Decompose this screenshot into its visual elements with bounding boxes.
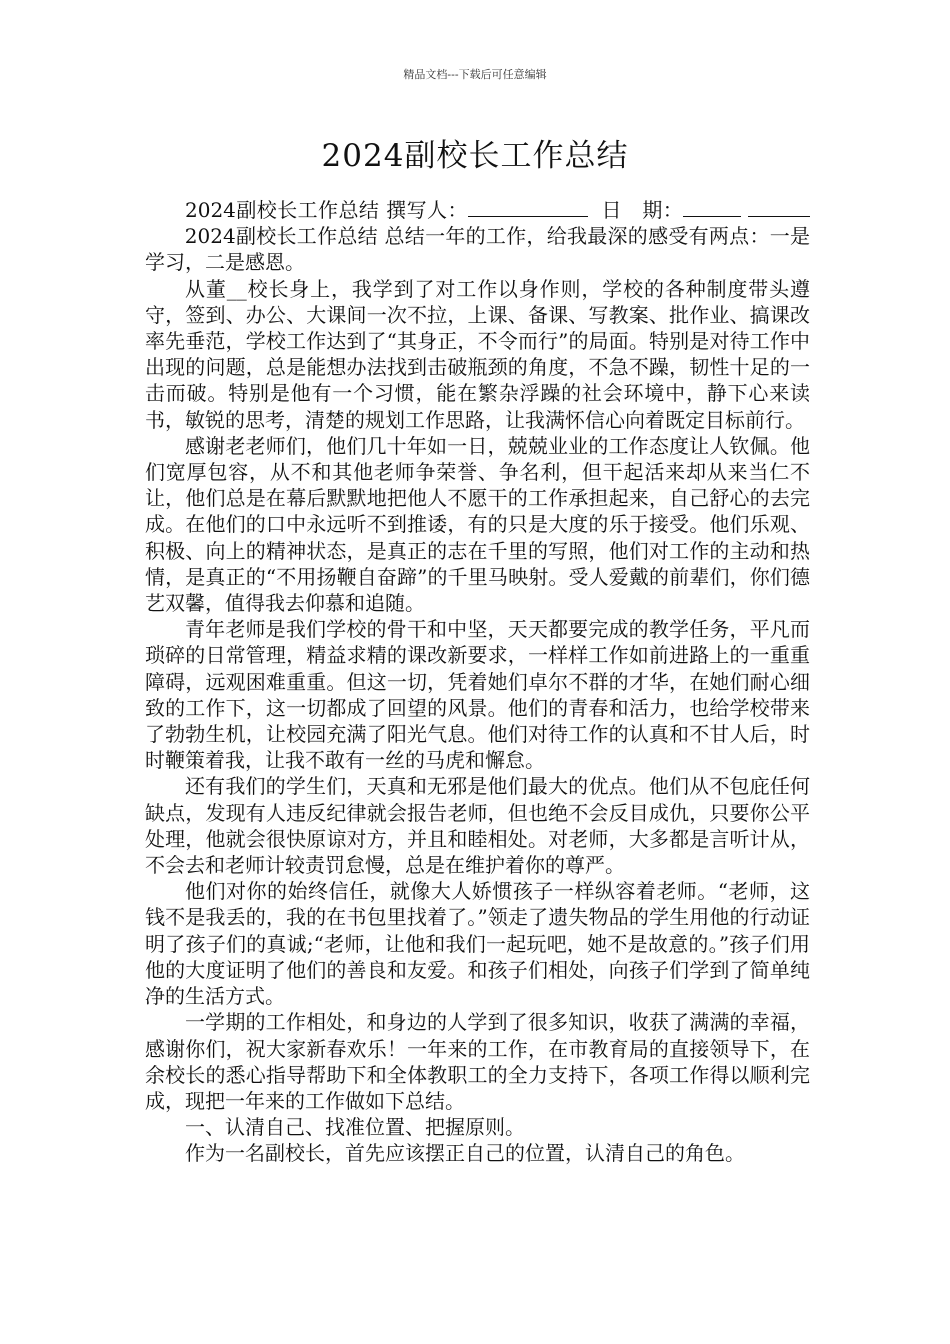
date-blank-continued xyxy=(748,198,810,217)
paragraph: 从董__校长身上，我学到了对工作以身作则，学校的各种制度带头遵守，签到、办公、大课间一次不拉，上课、备课、写教案、批作业、搞课改率先垂范，学校工作达到了“其身正，不令而行”的局面。特别是对待工作中出现的问题，总是能想办法找到击破瓶颈的角度，不急不躁，韧性十足的一击而破。特别是他有一个习惯，能在繁杂浮躁的社会环境中，静下心来读书，敏锐的思考，清楚的规划工作思路，让我满怀信心向着既定目标前行。 xyxy=(145,276,810,432)
document-body xyxy=(145,197,810,1167)
document-title: 2024副校长工作总结 xyxy=(321,138,629,174)
paragraph: 青年老师是我们学校的骨干和中坚，天天都要完成的教学任务，平凡而琐碎的日常管理，精益求精的课改新要求，一样样工作如前进路上的一重重障碍，远观困难重重。但这一切，凭着她们卓尔不群的才华，在她们耐心细致的工作下，这一切都成了回望的风景。他们的青春和活力，也给学校带来了勃勃生机，让校园充满了阳光气息。他们对待工作的认真和不甘人后，时时鞭策着我，让我不敢有一丝的马虎和懈怠。 xyxy=(145,617,810,773)
meta-doc-name: 2024副校长工作总结 xyxy=(185,198,380,222)
date-label: 日 期： xyxy=(601,198,684,222)
paragraph: 感谢老老师们，他们几十年如一日，兢兢业业的工作态度让人钦佩。他们宽厚包容，从不和其他老师争荣誉、争名利，但干起活来却从来当仁不让，他们总是在幕后默默地把他人不愿干的工作承担起来，自己舒心的去完成。在他们的口中永远听不到推诿，有的只是大度的乐于接受。他们乐观、积极、向上的精神状态，是真正的志在千里的写照，他们对工作的主动和热情，是真正的“不用扬鞭自奋蹄”的千里马映射。受人爱戴的前辈们，你们德艺双馨，值得我去仰慕和追随。 xyxy=(145,433,810,616)
paragraph: 作为一名副校长，首先应该摆正自己的位置，认清自己的角色。 xyxy=(185,1141,745,1166)
paragraph: 一学期的工作相处，和身边的人学到了很多知识，收获了满满的幸福，感谢你们，祝大家新春欢乐！一年来的工作，在市教育局的直接领导下，在余校长的悉心指导帮助下和全体教职工的全力支持下，各项工作得以顺利完成，现把一年来的工作做如下总结。 xyxy=(145,1010,810,1113)
paragraph: 他们对你的始终信任，就像大人娇惯孩子一样纵容着老师。“老师，这钱不是我丢的，我的在书包里找着了。”领走了遗失物品的学生用他的行动证明了孩子们的真诚;“老师，让他和我们一起玩吧，她不是故意的。”孩子们用他的大度证明了他们的善良和友爱。和孩子们相处，向孩子们学到了简单纯净的生活方式。 xyxy=(145,879,810,1009)
author-label: 撰写人： xyxy=(386,198,468,222)
section-heading: 一、认清自己、找准位置、把握原则。 xyxy=(185,1115,525,1140)
author-blank xyxy=(468,198,588,217)
paragraph: 还有我们的学生们，天真和无邪是他们最大的优点。他们从不包庇任何缺点，发现有人违反纪律就会报告老师，但也绝不会反目成仇，只要你公平处理，他就会很快原谅对方，并且和睦相处。对老师，大多都是言听计从，不会去和老师计较责罚怠慢，总是在维护着你的尊严。 xyxy=(145,774,810,878)
paragraph-intro: 2024副校长工作总结 总结一年的工作，给我最深的感受有两点：一是学习，二是感恩。 xyxy=(145,224,810,275)
meta-line xyxy=(145,197,810,276)
header-note: 精品文档---下载后可任意编辑 xyxy=(403,68,547,81)
date-blank xyxy=(683,198,741,217)
